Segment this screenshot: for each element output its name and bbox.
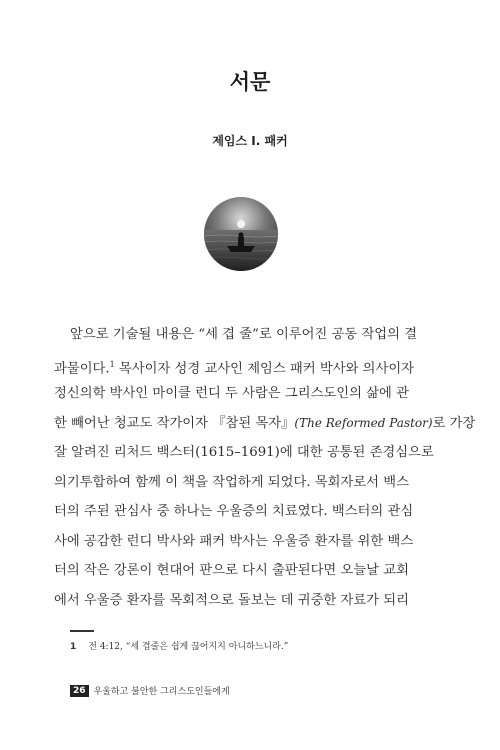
body-text-segment: 과물이다. [54, 360, 110, 376]
body-paragraph [54, 320, 476, 615]
body-line: 사에 공감한 런디 박사와 패커 박사는 우울증 환자를 위한 백스 [54, 533, 414, 549]
author-name: 제임스 I. 패커 [212, 134, 288, 148]
body-line: 앞으로 기술될 내용은 “세 겹 줄”로 이루어진 공동 작업의 결 [70, 327, 418, 342]
body-line [54, 350, 442, 380]
footnote-reference[interactable]: 1 [109, 359, 115, 369]
body-line [54, 409, 476, 439]
body-text-segment: 한 빼어난 청교도 작가이자 『참된 목자』 [54, 415, 295, 431]
body-text-segment: 로 가장 [432, 415, 476, 431]
body-text-segment: 목사이자 성경 교사인 제임스 패커 박사와 의사이자 [114, 360, 415, 376]
running-book-title: 우울하고 불안한 그리스도인들에게 [93, 687, 230, 697]
body-line: 정신의학 박사인 마이클 런디 두 사람은 그리스도인의 삶에 관 [54, 386, 409, 401]
page-footer [70, 684, 230, 697]
page-number: 26 [70, 685, 89, 697]
body-line: 의기투합하여 함께 이 책을 작업하게 되었다. 목회자로서 백스 [54, 474, 409, 490]
body-line: 에서 우울증 환자를 목회적으로 돌보는 데 귀중한 자료가 되리 [54, 592, 409, 608]
footnote-number: 1 [70, 642, 77, 652]
boat-emblem-image [203, 196, 279, 272]
body-line: 터의 주된 관심사 중 하나는 우울증의 치료였다. 백스터의 관심 [54, 504, 414, 519]
footnote-divider [70, 630, 94, 632]
body-line: 터의 작은 강론이 현대어 판으로 다시 출판된다면 오늘날 교회 [54, 563, 409, 578]
book-title-english: (The Reformed Pastor) [294, 415, 433, 430]
body-line: 잘 알려진 리처드 백스터(1615–1691)에 대한 공통된 존경심으로 [54, 445, 434, 460]
chapter-title: 서문 [229, 70, 271, 94]
footnote [70, 639, 288, 652]
footnote-text: 전 4:12, “세 겹줄은 쉽게 끊어지지 아니하느니라.” [88, 642, 289, 652]
